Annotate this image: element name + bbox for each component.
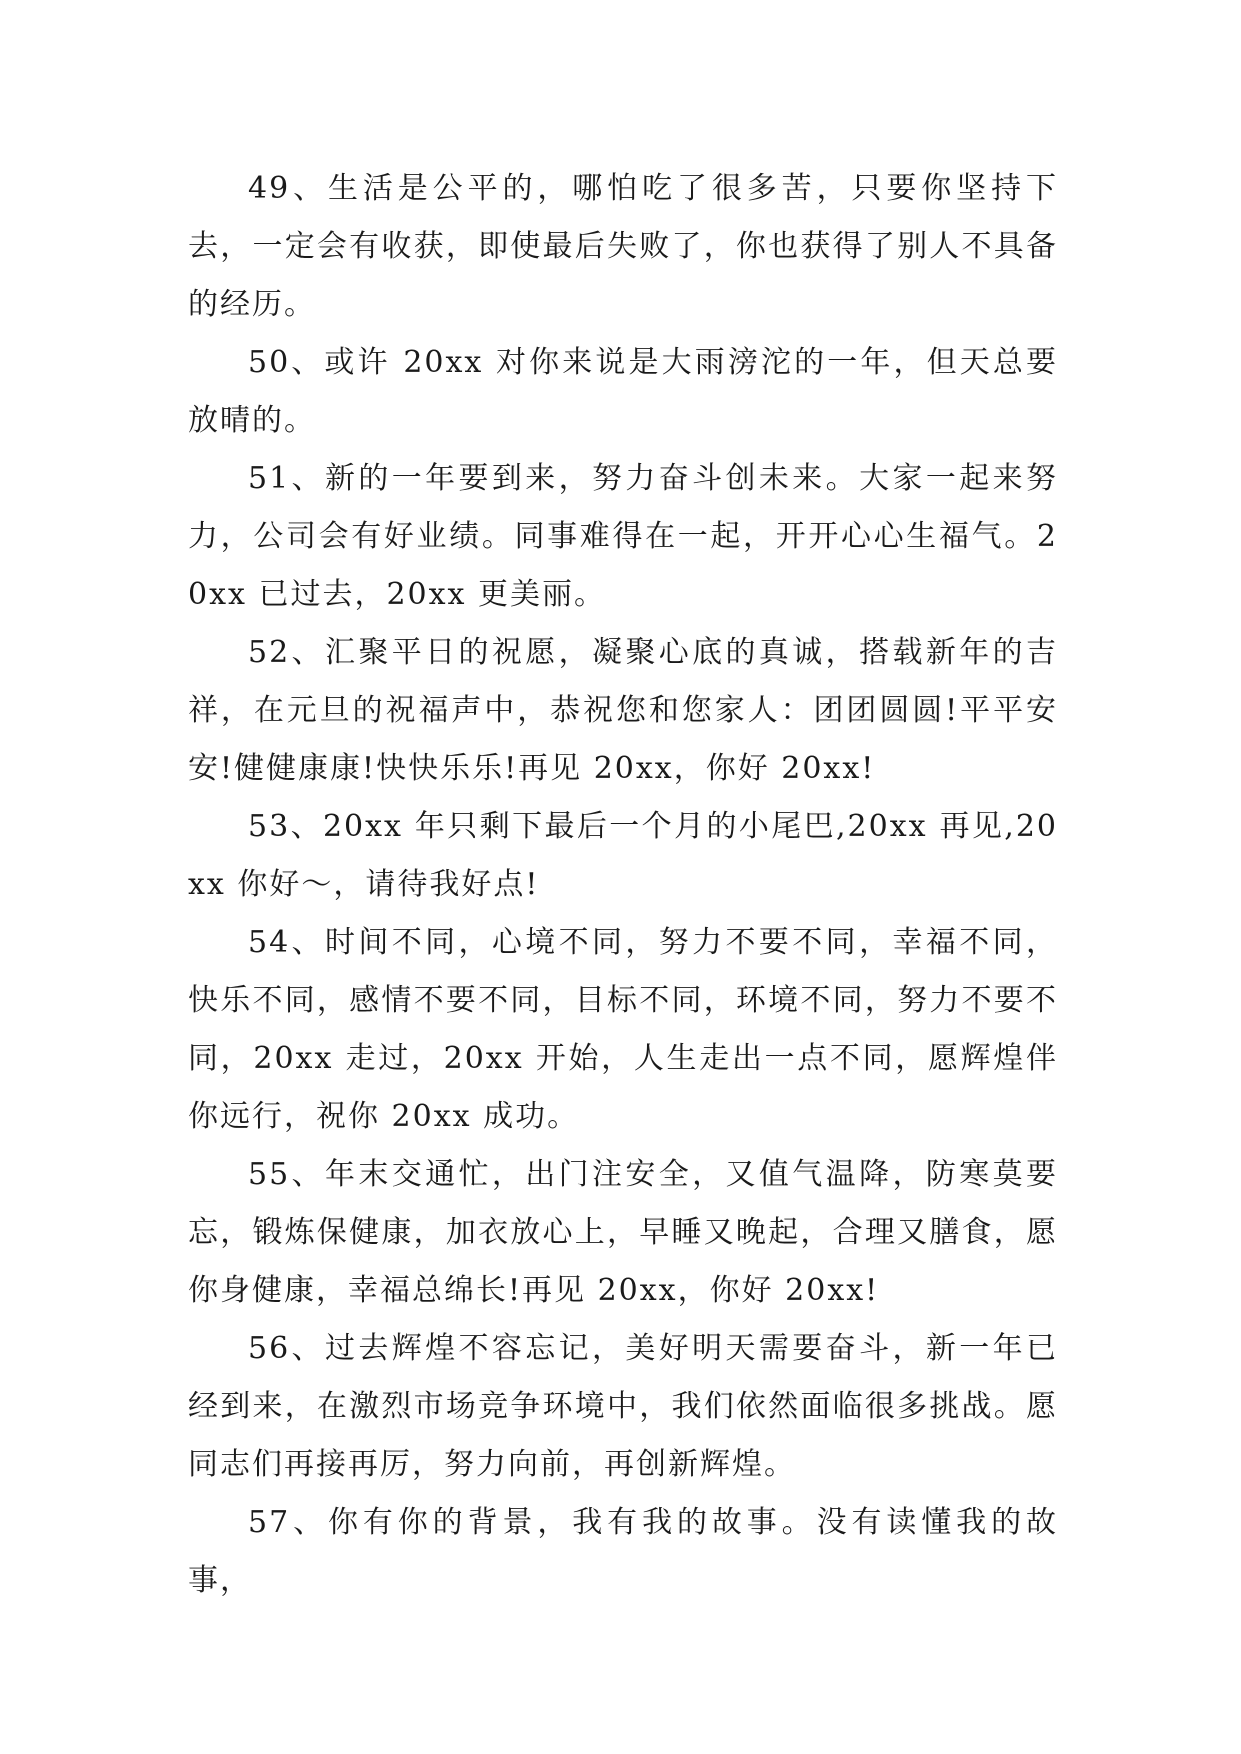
paragraph-50: 50、或许 20xx 对你来说是大雨滂沱的一年，但天总要放晴的。 bbox=[188, 345, 1058, 438]
document-body bbox=[188, 160, 1058, 1610]
paragraph-51: 51、新的一年要到来，努力奋斗创未来。大家一起来努力，公司会有好业绩。同事难得在一起，开开心心生福气。20xx 已过去，20xx 更美丽。 bbox=[188, 461, 1058, 612]
paragraph-57: 57、你有你的背景，我有我的故事。没有读懂我的故事， bbox=[188, 1505, 1058, 1598]
paragraph-52: 52、汇聚平日的祝愿，凝聚心底的真诚，搭载新年的吉祥，在元旦的祝福声中，恭祝您和您家人：团团圆圆!平平安安!健健康康!快快乐乐!再见 20xx，你好 20xx! bbox=[188, 635, 1058, 786]
paragraph-49: 49、生活是公平的，哪怕吃了很多苦，只要你坚持下去，一定会有收获，即使最后失败了，你也获得了别人不具备的经历。 bbox=[188, 171, 1058, 322]
paragraph-54: 54、时间不同，心境不同，努力不要不同，幸福不同，快乐不同，感情不要不同，目标不同，环境不同，努力不要不同，20xx 走过，20xx 开始，人生走出一点不同，愿辉煌伴你远行，祝你 20xx 成功。 bbox=[188, 925, 1058, 1134]
paragraph-53: 53、20xx 年只剩下最后一个月的小尾巴,20xx 再见,20xx 你好～，请待我好点! bbox=[188, 809, 1058, 902]
paragraph-55: 55、年末交通忙，出门注安全，又值气温降，防寒莫要忘，锻炼保健康，加衣放心上，早睡又晚起，合理又膳食，愿你身健康，幸福总绵长!再见 20xx，你好 20xx! bbox=[188, 1157, 1058, 1308]
paragraph-56: 56、过去辉煌不容忘记，美好明天需要奋斗，新一年已经到来，在激烈市场竞争环境中，我们依然面临很多挑战。愿同志们再接再厉，努力向前，再创新辉煌。 bbox=[188, 1331, 1058, 1482]
